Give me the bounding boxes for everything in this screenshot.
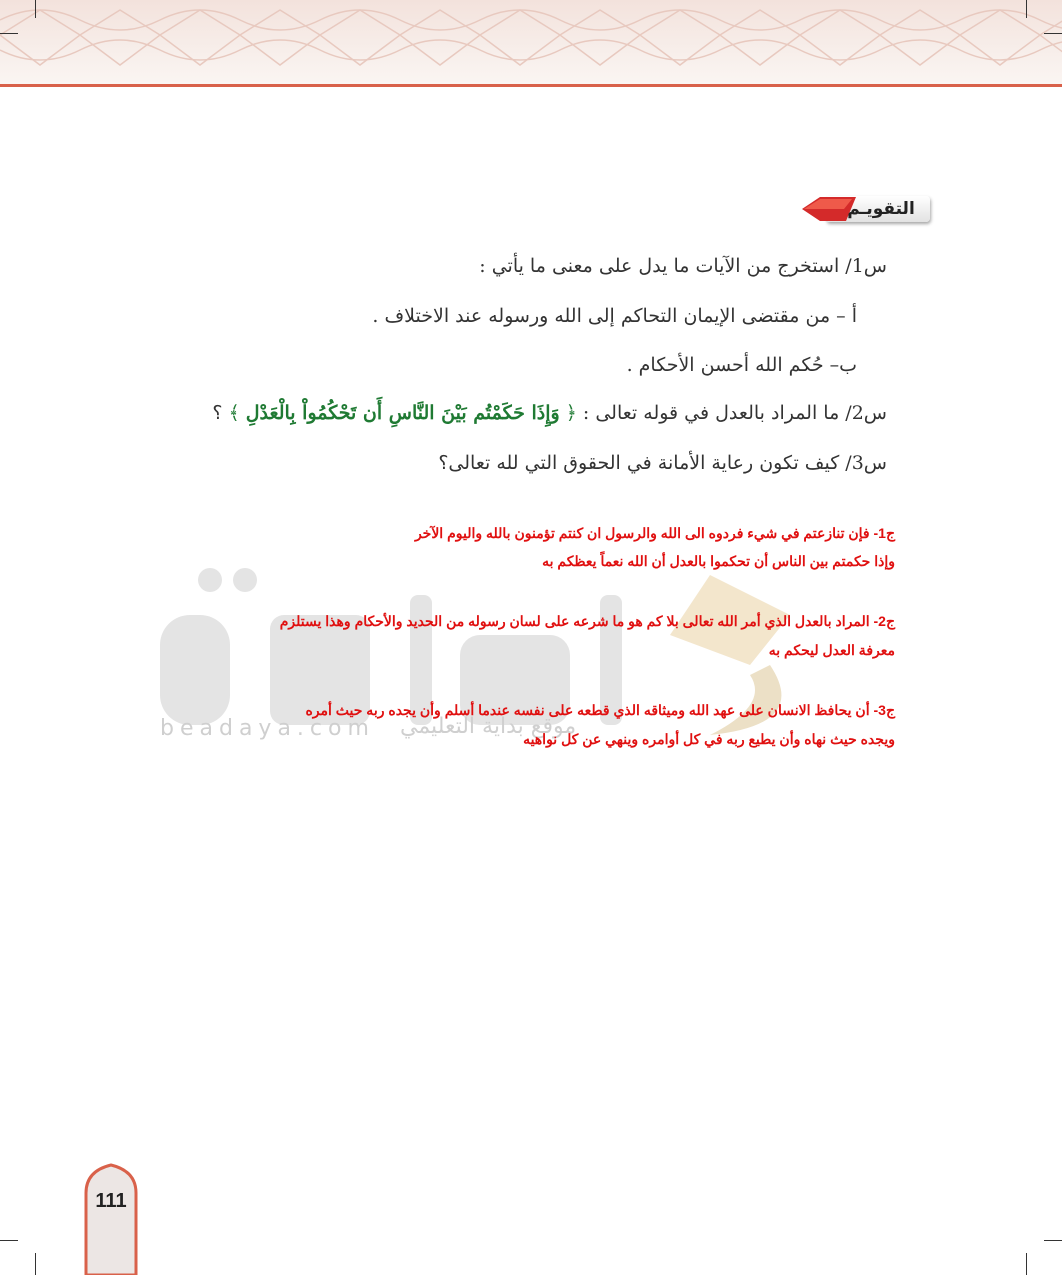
crop-mark [1026,0,1027,18]
verse-open-bracket: ﴿ [565,402,577,424]
answer-3-line-2: ويجده حيث نهاه وأن يطيع ربه في كل أوامره وينهي عن كل نواهيه [523,731,895,747]
answer-1-line-2: وإذا حكمتم بين الناس أن تحكموا بالعدل أن الله نعماً يعظكم به [542,553,895,569]
answer-3-line-1: ج3- أن يحافظ الانسان على عهد الله وميثاقه الذي قطعه على نفسه عندما أسلم وأن يجده ربه حيث أمره [305,702,895,718]
watermark-tagline: موقع بداية التعليمي [400,714,577,739]
question-1-item-a: أ – من مقتضى الإيمان التحاكم إلى الله ورسوله عند الاختلاف . [372,305,857,327]
section-title: التقويـم [847,199,915,219]
crop-mark [35,0,36,18]
header-pattern [0,0,1062,84]
answer-2-line-2: معرفة العدل ليحكم به [768,642,895,658]
crop-mark [35,1253,36,1275]
question-2-prefix: س2/ ما المراد بالعدل في قوله تعالى : [582,402,887,424]
crop-mark [1044,1240,1062,1241]
answer-1-line-1: ج1- فإن تنازعتم في شيء فردوه الى الله والرسول ان كنتم تؤمنون بالله واليوم الآخر [414,525,895,541]
page-number-badge [82,1163,140,1275]
crop-mark [1044,33,1062,34]
question-1: س1/ استخرج من الآيات ما يدل على معنى ما يأتي : [479,255,887,277]
question-3: س3/ كيف تكون رعاية الأمانة في الحقوق التي لله تعالى؟ [438,452,887,474]
quran-verse: وَإِذَا حَكَمْتُم بَيْنَ النَّاسِ أَن تَحْكُمُواْ بِالْعَدْلِ [245,402,560,424]
crop-mark [0,33,18,34]
header-rule [0,84,1062,87]
question-2 [212,402,887,424]
watermark-url: beadaya.com [160,716,375,741]
page-number: 111 [95,1190,127,1212]
crop-mark [1026,1253,1027,1275]
crop-mark [0,1240,18,1241]
section-heading-tab [800,193,932,226]
question-mark: ؟ [212,402,223,424]
question-1-item-b: ب– حُكم الله أحسن الأحكام . [626,354,857,376]
verse-close-bracket: ﴾ [228,402,240,424]
answer-2-line-1: ج2- المراد بالعدل الذي أمر الله تعالى بلا كم هو ما شرعه على لسان رسوله من الحديد والأحكام وهذا يستلزم [279,613,895,629]
